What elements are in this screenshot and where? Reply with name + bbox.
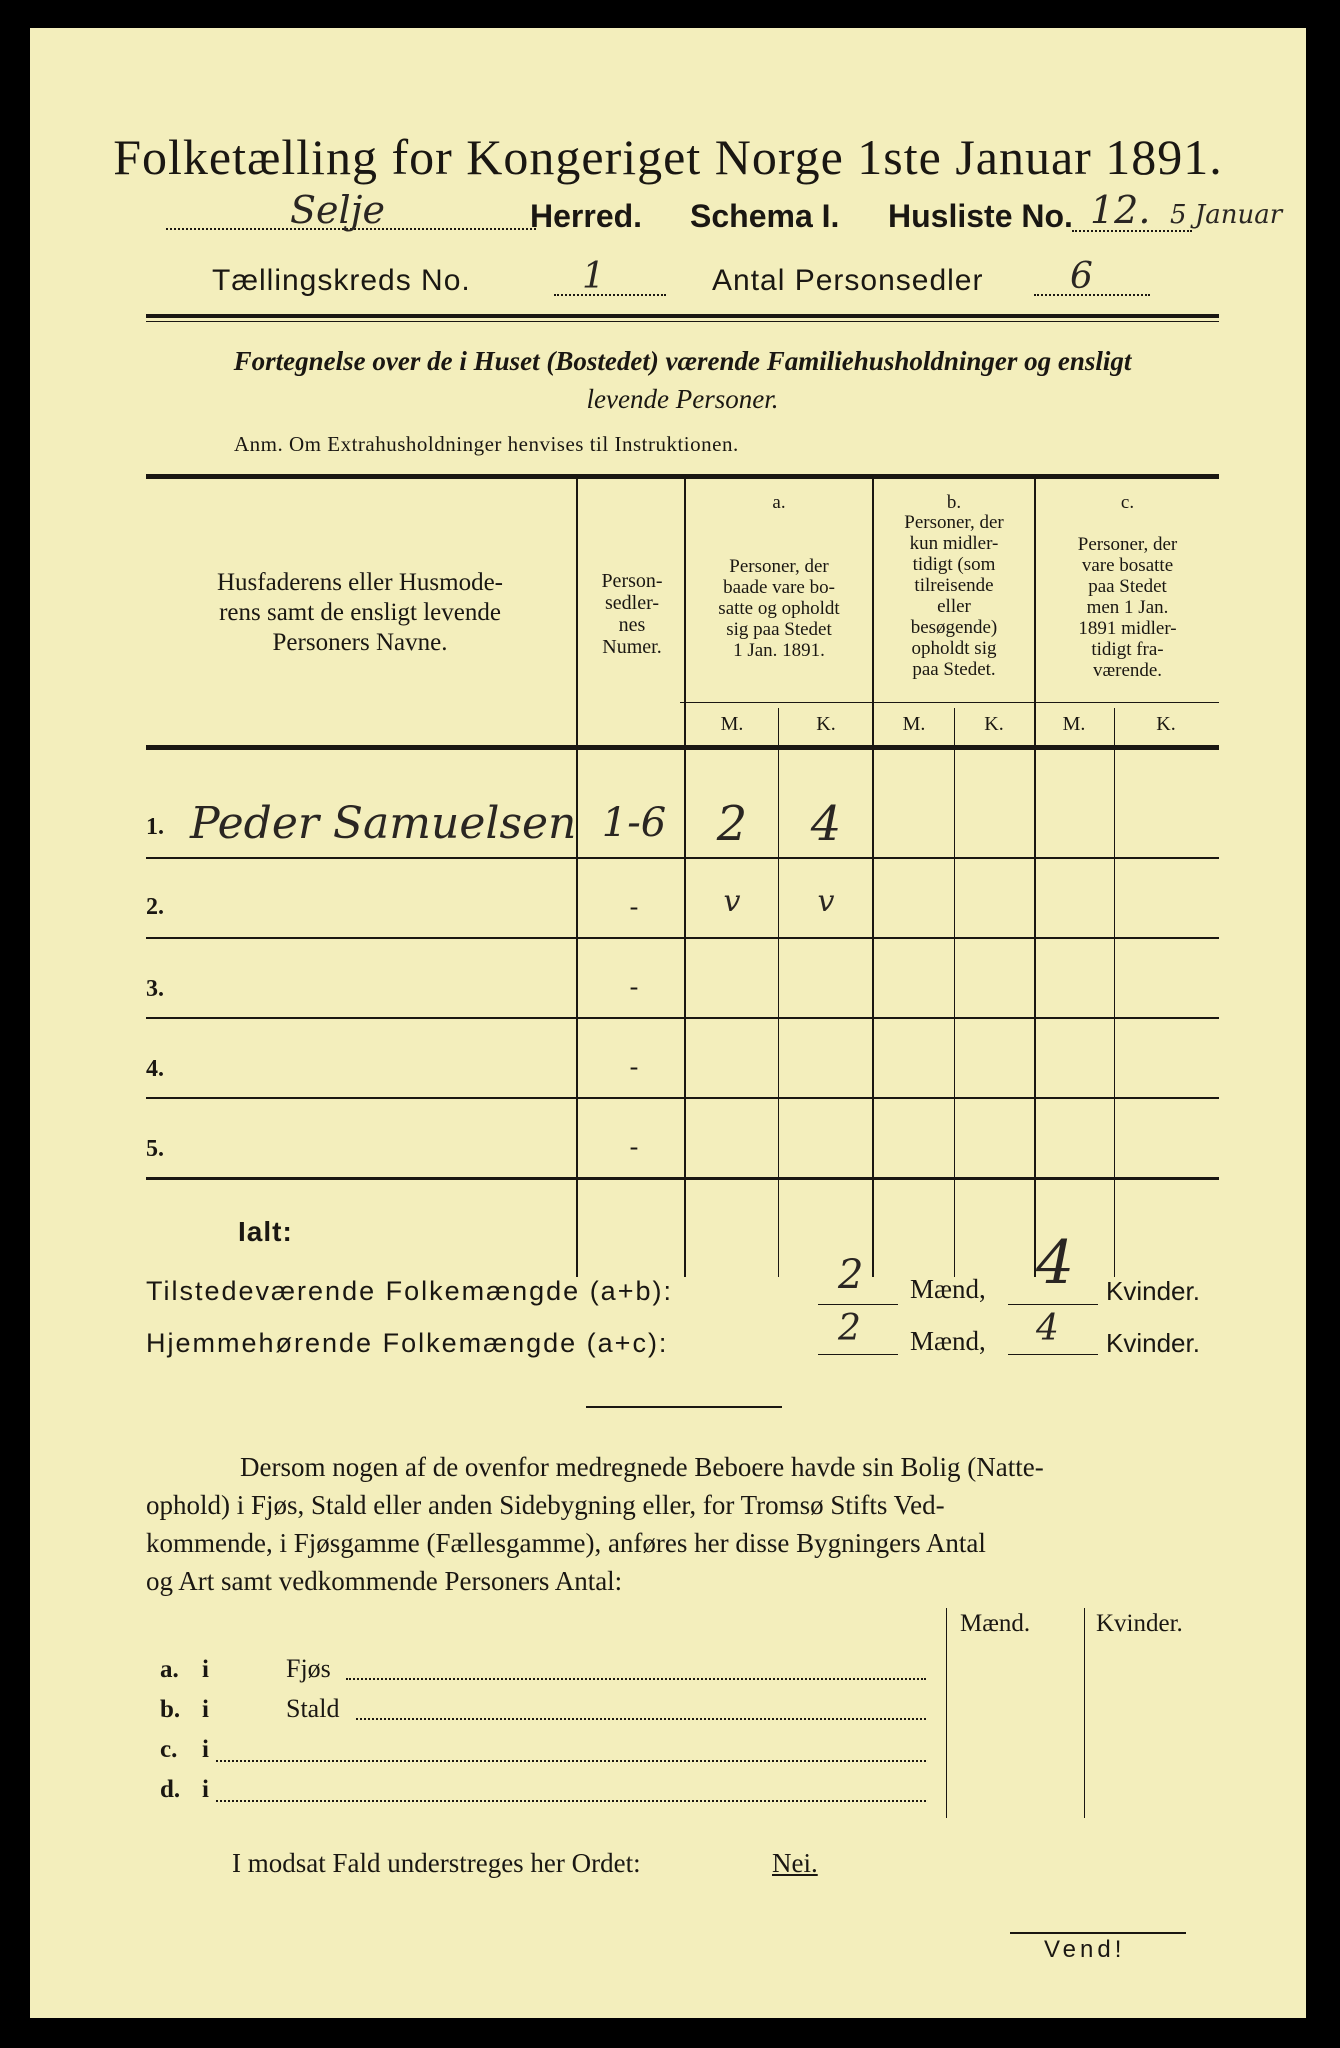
header-rule-thin [146,321,1219,322]
row-5-sedler: - [629,1132,639,1161]
row-line-3 [146,1017,1219,1019]
b-m-label: M. [902,713,926,735]
kreds-dotted-line [554,294,666,296]
building-c-dots [216,1760,926,1762]
husliste-value: 12. [1090,188,1151,232]
row-1-name: Peder Samuelsen [190,798,577,849]
schema-label: Schema I. [690,198,840,234]
col-header-c: Personer, der vare bosatte paa Stedet men 1 Jan. 1891 midler- tidigt fra- værende. [1077,534,1178,681]
building-c-prep: i [202,1736,209,1763]
row-2-sedler: - [629,892,639,921]
hjemme-maend-label: Mænd, [910,1326,986,1356]
header-rule [146,314,1219,318]
hjemme-maend-line [818,1354,898,1355]
vend-rule [1010,1932,1186,1934]
hjemme-kvinder-line [1008,1354,1098,1355]
row-5-number: 5. [146,1136,164,1162]
hjemme-kvinder-label: Kvinder. [1106,1328,1200,1358]
anm-note: Anm. Om Extrahusholdninger henvises til Instruktionen. [234,432,739,456]
herred-value: Selje [290,188,385,232]
row-line-2 [146,937,1219,939]
buildings-col-line-1 [946,1608,947,1818]
building-a-label: Fjøs [286,1654,331,1683]
husliste-note: 5 Januar [1170,200,1283,230]
buildings-paragraph: Dersom nogen af de ovenfor medregnede Beboere havde sin Bolig (Natte- ophold) i Fjøs, Stald eller anden Sidebygning eller, for Tromsø Stifts Ved- kommende, i Fjøsgamme (Fællesgamme), anføres her disse Bygningers Antal og Art samt vedkommende Personers Antal: [146,1452,1044,1596]
building-a-prep: i [202,1656,209,1683]
row-line-5 [146,1177,1219,1180]
tilstede-maend-line [818,1304,898,1305]
a-m-label: M. [720,713,744,735]
antal-value: 6 [1070,256,1093,297]
col-header-sedler: Person- sedler- nes Numer. [601,570,663,658]
kreds-label: Tællingskreds No. [212,264,471,297]
footer-prefix: I modsat Fald understreges her Ordet: [232,1848,641,1878]
table-header-bottom-rule [146,745,1219,750]
building-a-letter: a. [160,1656,179,1683]
building-b-letter: b. [160,1696,181,1723]
intro-line-2: levende Personer. [586,384,779,414]
row-2-number: 2. [146,894,164,920]
row-1-number: 1. [146,814,164,840]
building-d-letter: d. [160,1776,181,1803]
husliste-label: Husliste No. [888,198,1073,234]
a-k-label: K. [816,713,836,735]
buildings-kvinder-header: Kvinder. [1096,1610,1183,1637]
col-header-b-letter: b. [946,492,962,513]
col-header-a: Personer, der baade vare bo- satte og opholdt sig paa Stedet 1 Jan. 1891. [718,556,840,661]
buildings-col-line-2 [1084,1608,1085,1818]
census-form [30,28,1306,2018]
row-line-4 [146,1097,1219,1099]
row-3-sedler: - [629,972,639,1001]
building-d-prep: i [202,1776,209,1803]
hjemme-maend-value: 2 [838,1308,861,1349]
footer-word-nei: Nei. [772,1848,818,1878]
tilstede-maend-value: 2 [838,1252,864,1298]
row-2-a-k: v [817,884,835,919]
row-1-sedler: 1-6 [601,800,667,846]
tilstede-kvinder-label: Kvinder. [1106,1276,1200,1306]
building-b-prep: i [202,1696,209,1723]
col-header-c-letter: c. [1120,492,1135,513]
mk-subheader-rule [680,702,1219,703]
intro-line-1: Fortegnelse over de i Huset (Bostedet) værende Familiehusholdninger og ensligt [233,346,1132,376]
antal-label: Antal Personsedler [712,264,984,297]
tilstede-maend-label: Mænd, [910,1274,986,1304]
c-k-label: K. [1156,713,1176,735]
row-3-number: 3. [146,976,164,1002]
building-a-dots [346,1678,926,1680]
col-line-a-mk [778,708,779,1277]
vend-label: Vend! [1044,1936,1126,1963]
col-line-c-mk [1114,708,1115,1277]
section-divider [586,1406,782,1408]
hjemme-label: Hjemmehørende Folkemængde (a+c): [146,1328,669,1358]
buildings-maend-header: Mænd. [960,1610,1031,1637]
table-top-rule [146,474,1219,479]
tilstede-kvinder-line [1008,1304,1098,1305]
col-header-names: Husfaderens eller Husmode- rens samt de ensligt levende Personers Navne. [216,569,503,656]
row-line-1 [146,857,1219,859]
form-title: Folketælling for Kongeriget Norge 1ste Januar 1891. [113,129,1223,185]
b-k-label: K. [984,713,1004,735]
building-b-dots [356,1718,926,1720]
building-b-label: Stald [286,1694,340,1723]
row-1-a-m: 2 [716,796,748,852]
building-d-dots [216,1800,926,1802]
col-line-1 [576,479,578,1277]
col-line-b-mk [954,708,955,1277]
herred-label: Herred. [530,198,643,234]
row-2-a-m: v [723,884,741,919]
tilstede-kvinder-value: 4 [1036,1228,1075,1298]
hjemme-kvinder-value: 4 [1036,1308,1059,1349]
col-header-b: Personer, der kun midler- tidigt (som tilreisende eller besøgende) opholdt sig paa Stedet. [904,512,1004,680]
c-m-label: M. [1062,713,1086,735]
building-c-letter: c. [160,1736,178,1763]
row-4-sedler: - [629,1052,639,1081]
row-1-a-k: 4 [810,796,842,852]
col-header-a-letter: a. [772,492,786,513]
kreds-value: 1 [582,256,605,297]
ialt-label: Ialt: [238,1216,293,1247]
tilstede-label: Tilstedeværende Folkemængde (a+b): [146,1276,673,1306]
row-4-number: 4. [146,1056,164,1082]
